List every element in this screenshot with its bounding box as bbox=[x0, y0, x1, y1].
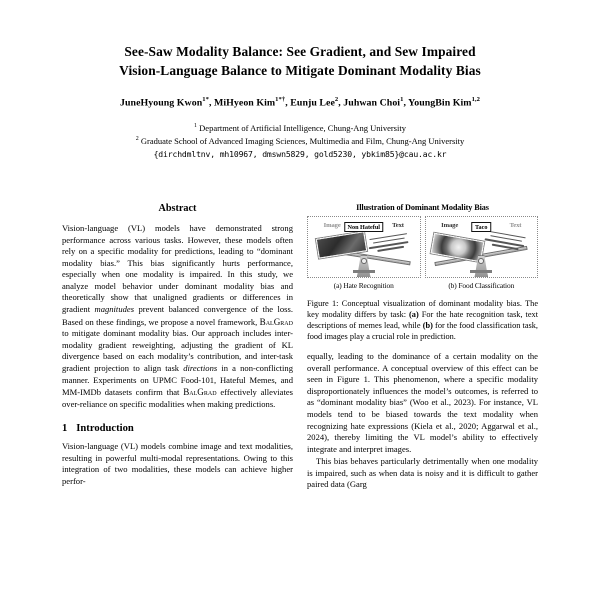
abstract-text-e: effectively alleviates over-reliance on specific modalities when making predictions. bbox=[62, 387, 293, 409]
figure-caption-a: Figure 1: Conceptual visualization of dominant modality bias. The key modality differs by task: bbox=[307, 299, 538, 320]
figure-subcaption-b: (b) Food Classification bbox=[448, 281, 515, 290]
contact-emails: {dirchdmltnv, mh10967, dmswn5829, gold5230, ybkim85}@cau.ac.kr bbox=[153, 149, 447, 160]
page-title bbox=[62, 42, 538, 80]
text-lines-illustration bbox=[366, 230, 413, 254]
figure-title: Illustration of Dominant Modality Bias bbox=[356, 203, 489, 212]
figure-panel-a bbox=[307, 216, 421, 278]
affiliations bbox=[62, 122, 538, 161]
introduction-title: Introduction bbox=[76, 423, 134, 435]
introduction-heading bbox=[62, 423, 293, 434]
author-marks: 1,2 bbox=[471, 96, 480, 104]
panel-b-image-label: Image bbox=[441, 221, 459, 229]
abstract-italic-magnitudes: magnitudes bbox=[94, 304, 135, 315]
seesaw-base bbox=[353, 270, 375, 273]
abstract-text-d: in a non-conflicting manner. Experiments on UPMC Food-101, Hateful Memes, and MM-IMDb datasets confirm that bbox=[62, 362, 293, 398]
affiliation-2-text: Graduate School of Advanced Imaging Sciences, Multimedia and Film, Chung-Ang University bbox=[140, 135, 465, 146]
seesaw-pivot bbox=[478, 258, 484, 264]
figure-caption-c: for the food classification task, food images play a crucial role in prediction. bbox=[307, 321, 538, 342]
panel-b-content bbox=[426, 217, 538, 277]
author-name: Eunju Lee bbox=[290, 97, 335, 109]
two-column-body bbox=[0, 203, 600, 600]
panel-b-text-label: Text bbox=[509, 221, 522, 229]
author-name: JuneHyoung Kwon bbox=[120, 97, 203, 109]
affiliation-2-mark: 2 bbox=[135, 135, 139, 142]
author-marks: 1* bbox=[202, 96, 209, 104]
panel-a-text-label: Text bbox=[392, 221, 404, 229]
affiliation-1-mark: 1 bbox=[194, 123, 198, 130]
author-marks: 1*† bbox=[275, 96, 286, 104]
abstract-text-b: prevent balanced convergence of the loss. Based on these findings, we propose a novel framework, bbox=[62, 304, 293, 327]
abstract-paragraph bbox=[62, 223, 293, 410]
panel-a-content bbox=[308, 217, 420, 277]
panel-a-image-label: Image bbox=[323, 221, 341, 229]
figure-caption-ref-a: (a) bbox=[409, 310, 419, 320]
author-name: MiHyeon Kim bbox=[214, 97, 276, 109]
affiliation-1 bbox=[62, 122, 538, 134]
figure-caption bbox=[307, 298, 538, 342]
figure-subcaption-a: (a) Hate Recognition bbox=[333, 281, 394, 290]
paper-title-line-1: See-Saw Modality Balance: See Gradient, and Sew Impaired bbox=[124, 44, 476, 59]
method-name-balgrad: BalGrad bbox=[183, 387, 217, 398]
abstract-text-a: Vision-language (VL) models have demonstrated strong performance across various tasks. However, these models often rely on a specific modality for predictions, leading to “dominant modality bias.” This bias significantly hurts performance, especially when one modality is impaired. In this study, we analyze model behavior under dominant modality bias and theoretically show that unaligned gradients or differences in gradient bbox=[62, 223, 293, 315]
abstract-italic-directions: directions bbox=[183, 362, 218, 373]
seesaw-pivot bbox=[361, 258, 367, 264]
method-name-balgrad: BalGrad bbox=[259, 316, 293, 327]
seesaw-base bbox=[470, 270, 492, 273]
food-image-thumbnail bbox=[431, 233, 485, 262]
right-column-paragraph-1: equally, leading to the dominance of a certain modality on the overall performance. A conceptual overview of this effect can be seen in Figure 1. This phenomenon, where a specific modality disproportionately influences the model’s outcomes, is referred to as “dominant modality bias” (Woo et al., 2023). For instance, VL models tend to be biased towards the text modality when recognizing hate expressions (Kiela et al., 2020; Aggarwal et al., 2024), thereby limiting the VL model’s ability to effectively integrate and interpret images. bbox=[307, 351, 538, 454]
author-name: YoungBin Kim bbox=[408, 97, 472, 109]
abstract-heading: Abstract bbox=[158, 203, 197, 214]
figure-panel-b bbox=[425, 216, 539, 278]
panel-a-prediction-tag: Non Hateful bbox=[344, 222, 383, 232]
title-block bbox=[0, 0, 600, 161]
affiliation-2 bbox=[62, 135, 538, 147]
affiliation-1-text: Department of Artificial Intelligence, Chung-Ang University bbox=[199, 123, 406, 134]
figure-caption-ref-b: (b) bbox=[422, 321, 433, 331]
author-marks: 1 bbox=[400, 96, 404, 104]
right-column-paragraph-2: This bias behaves particularly detrimentally when one modality is impaired, such as when data is noisy and it is difficult to gather paired data (Garg bbox=[307, 456, 538, 490]
introduction-paragraph: Vision-language (VL) models combine image and text modalities, resulting in powerful multi-modal representations. Owing to this integration of two modalities, these models can achieve higher perfor- bbox=[62, 441, 293, 486]
author-name: Juhwan Choi bbox=[343, 97, 401, 109]
introduction-number: 1 bbox=[62, 423, 68, 435]
panel-b-prediction-tag: Taco bbox=[472, 222, 492, 232]
left-column bbox=[62, 203, 293, 600]
figure-panels bbox=[307, 216, 538, 278]
paper-title-line-2: Vision-Language Balance to Mitigate Dominant Modality Bias bbox=[119, 63, 481, 79]
figure-subcaptions bbox=[307, 281, 538, 290]
right-column bbox=[307, 203, 538, 600]
abstract-text-c: to mitigate dominant modality bias. Our approach includes inter-modality gradient reweighting, adjusting the gradient of KL divergence based on each modality’s contribution, and inter-task gradient projection to align task bbox=[62, 328, 293, 373]
figure-1 bbox=[307, 203, 538, 342]
author-list: JuneHyoung Kwon$^{1*}$, MiHyeon Kim$^{1*\dagger}$, Eunju Lee$^2$, Juhwan Choi$^1$, YoungBin Kim$^{1,2}$ bbox=[120, 96, 480, 109]
author-marks: 2 bbox=[334, 96, 339, 104]
figure-caption-b: For the hate recognition task, text descriptions of memes lead, while bbox=[307, 310, 538, 331]
